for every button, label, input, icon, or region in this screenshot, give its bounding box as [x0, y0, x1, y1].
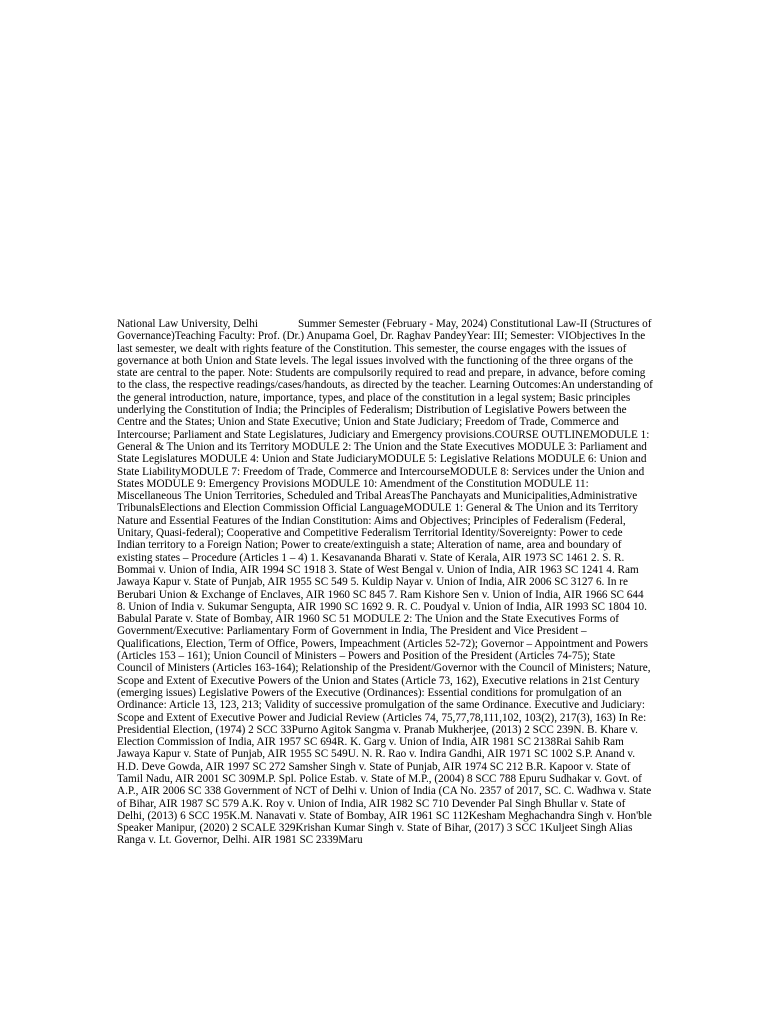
document-text-block [117, 318, 653, 847]
document-body-text: Constitutional Law-II (Structures of Governance)Teaching Faculty: Prof. (Dr.) Anupama Goel, Dr. Raghav PandeyYear: III; Semester: VIObjectives In the last semester, we dealt with rights feature of the Constitution. This semester, the course engages with the issues of governance at both Union and State levels. The legal issues involved with the functioning of the three organs of the state are central to the paper. Note: Students are compulsorily required to read and prepare, in advance, before coming to the class, the respective readings/cases/handouts, as directed by the teacher. Learning Outcomes:An understanding of the general introduction, nature, importance, types, and place of the constitution in a legal system; Basic principles underlying the Constitution of India; the Principles of Federalism; Distribution of Legislative Powers between the Centre and the States; Union and State Executive; Union and State Judiciary; Freedom of Trade, Commerce and Intercourse; Parliament and State Legislatures, Judiciary and Emergency provisions.COURSE OUTLINEMODULE 1: General & The Union and its Territory MODULE 2: The Union and the State Executives MODULE 3: Parliament and State Legislatures MODULE 4: Union and State JudiciaryMODULE 5: Legislative Relations MODULE 6: Union and State LiabilityMODULE 7: Freedom of Trade, Commerce and IntercourseMODULE 8: Services under the Union and States MODULE 9: Emergency Provisions MODULE 10: Amendment of the Constitution MODULE 11: Miscellaneous The Union Territories, Scheduled and Tribal AreasThe Panchayats and Municipalities,Administrative TribunalsElections and Election Commission Official LanguageMODULE 1: General & The Union and its Territory Nature and Essential Features of the Indian Constitution: Aims and Objectives; Principles of Federalism (Federal, Unitary, Quasi-federal); Cooperative and Competitive Federalism Territorial Identity/Sovereignty: Power to cede Indian territory to a Foreign Nation; Power to create/extinguish a state; Alteration of name, area and boundary of existing states – Procedure (Articles 1 – 4) 1. Kesavananda Bharati v. State of Kerala, AIR 1973 SC 1461 2. S. R. Bommai v. Union of India, AIR 1994 SC 1918 3. State of West Bengal v. Union of India, AIR 1963 SC 1241 4. Ram Jawaya Kapur v. State of Punjab, AIR 1955 SC 549 5. Kuldip Nayar v. Union of India, AIR 2006 SC 3127 6. In re Berubari Union & Exchange of Enclaves, AIR 1960 SC 845 7. Ram Kishore Sen v. Union of India, AIR 1966 SC 644 8. Union of India v. Sukumar Sengupta, AIR 1990 SC 1692 9. R. C. Poudyal v. Union of India, AIR 1993 SC 1804 10. Babulal Parate v. State of Bombay, AIR 1960 SC 51 MODULE 2: The Union and the State Executives Forms of Government/Executive: Parliamentary Form of Government in India, The President and Vice President – Qualifications, Election, Term of Office, Powers, Impeachment (Articles 52-72); Governor – Appointment and Powers (Articles 153 – 161); Union Council of Ministers – Powers and Position of the President (Articles 74-75); State Council of Ministers (Articles 163-164); Relationship of the President/Governor with the Council of Ministers; Nature, Scope and Extent of Executive Powers of the Union and States (Article 73, 162), Executive relations in 21st Century (emerging issues) Legislative Powers of the Executive (Ordinances): Essential conditions for promulgation of an Ordinance: Article 13, 123, 213; Validity of successive promulgation of the same Ordinance. Executive and Judiciary: Scope and Extent of Executive Power and Judicial Review (Articles 74, 75,77,78,111,102, 103(2), 217(3), 163) In Re: Presidential Election, (1974) 2 SCC 33Purno Agitok Sangma v. Pranab Mukherjee, (2013) 2 SCC 239N. B. Khare v. Election Commission of India, AIR 1957 SC 694R. K. Garg v. Union of India, AIR 1981 SC 2138Rai Sahib Ram Jawaya Kapur v. State of Punjab, AIR 1955 SC 549U. N. R. Rao v. Indira Gandhi, AIR 1971 SC 1002 S.P. Anand v. H.D. Deve Gowda, AIR 1997 SC 272 Samsher Singh v. State of Punjab, AIR 1974 SC 212 B.R. Kapoor v. State of Tamil Nadu, AIR 2001 SC 309M.P. Spl. Police Estab. v. State of M.P., (2004) 8 SCC 788 Epuru Sudhakar v. Govt. of A.P., AIR 2006 SC 338 Government of NCT of Delhi v. Union of India (CA No. 2357 of 2017, SC. C. Wadhwa v. State of Bihar, AIR 1987 SC 579 A.K. Roy v. Union of India, AIR 1982 SC 710 Devender Pal Singh Bhullar v. State of Delhi, (2013) 6 SCC 195K.M. Nanavati v. State of Bombay, AIR 1961 SC 112Kesham Meghachandra Singh v. Hon'ble Speaker Manipur, (2020) 2 SCALE 329Krishan Kumar Singh v. State of Bihar, (2017) 3 SCC 1Kuljeet Singh Alias Ranga v. Lt. Governor, Delhi. AIR 1981 SC 2339Maru [117, 318, 653, 847]
header-semester: Summer Semester (February - May, 2024) [297, 318, 488, 330]
document-paragraph [117, 318, 653, 847]
header-institution: National Law University, Delhi [117, 318, 258, 330]
